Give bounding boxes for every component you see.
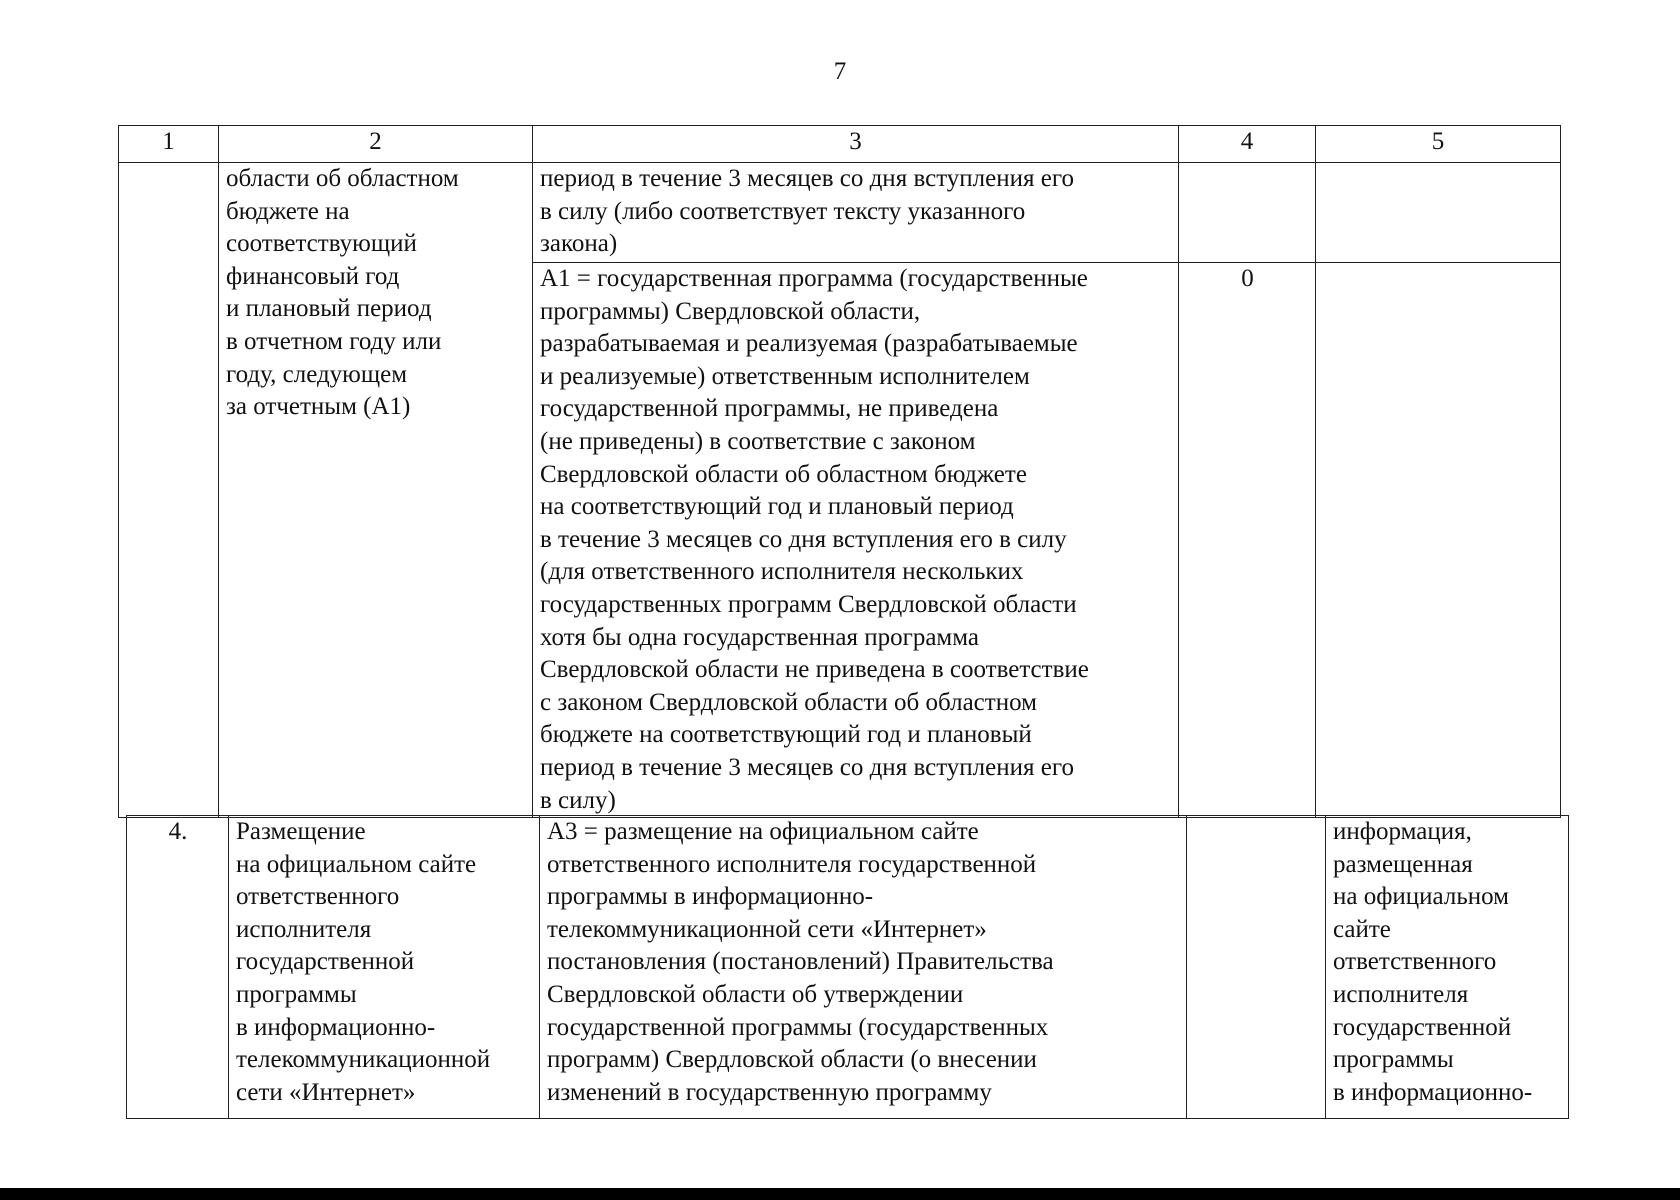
criterion-name-cell: Размещение на официальном сайте ответственного исполнителя государственной программы в информационно- телекоммуникационной сети «Интернет» [229, 816, 540, 1119]
criteria-table-row-4 [126, 815, 1569, 1119]
column-number-5: 5 [1316, 126, 1561, 163]
row-number-cell [119, 163, 219, 818]
table-row [119, 163, 1561, 263]
page-number: 7 [833, 58, 847, 85]
scan-bottom-edge [0, 1188, 1680, 1200]
table-row [127, 816, 1569, 1119]
criterion-name-cell: области об областном бюджете на соответствующий финансовый год и плановый период в отчетном году или году, следующем за отчетным (А1) [219, 163, 533, 818]
criteria-table-continuation [118, 125, 1561, 818]
source-cell: информация, размещенная на официальном сайте ответственного исполнителя государственной программы в информационно- [1326, 816, 1569, 1119]
table-header-row [119, 126, 1561, 163]
score-cell [1187, 816, 1326, 1119]
source-cell [1316, 163, 1561, 263]
score-cell [1179, 163, 1316, 263]
column-number-3: 3 [533, 126, 1179, 163]
source-cell [1316, 263, 1561, 818]
criterion-formula-cell: А3 = размещение на официальном сайте ответственного исполнителя государственной программы в информационно- телекоммуникационной сети «Интернет» постановления (постановлений) Правительства Свердловской области об утверждении государственной программы (государственных программ) Свердловской области (о внесении изменений в государственную программу [540, 816, 1187, 1119]
column-number-1: 1 [119, 126, 219, 163]
criterion-formula-cell: А1 = государственная программа (государственные программы) Свердловской области, разрабатываемая и реализуемая (разрабатываемые и реализуемые) ответственным исполнителем государственной программы, не приведена (не приведены) в соответствие с законом Свердловской области об областном бюджете на соответствующий год и плановый период в течение 3 месяцев со дня вступления его в силу (для ответственного исполнителя нескольких государственных программ Свердловской области хотя бы одна государственная программа Свердловской области не приведена в соответствие с законом Свердловской области об областном бюджете на соответствующий год и плановый период в течение 3 месяцев со дня вступления его в силу) [533, 263, 1179, 818]
column-number-4: 4 [1179, 126, 1316, 163]
score-cell: 0 [1179, 263, 1316, 818]
column-number-2: 2 [219, 126, 533, 163]
row-number-cell: 4. [127, 816, 229, 1119]
criterion-formula-cell: период в течение 3 месяцев со дня вступления его в силу (либо соответствует тексту указанного закона) [533, 163, 1179, 263]
